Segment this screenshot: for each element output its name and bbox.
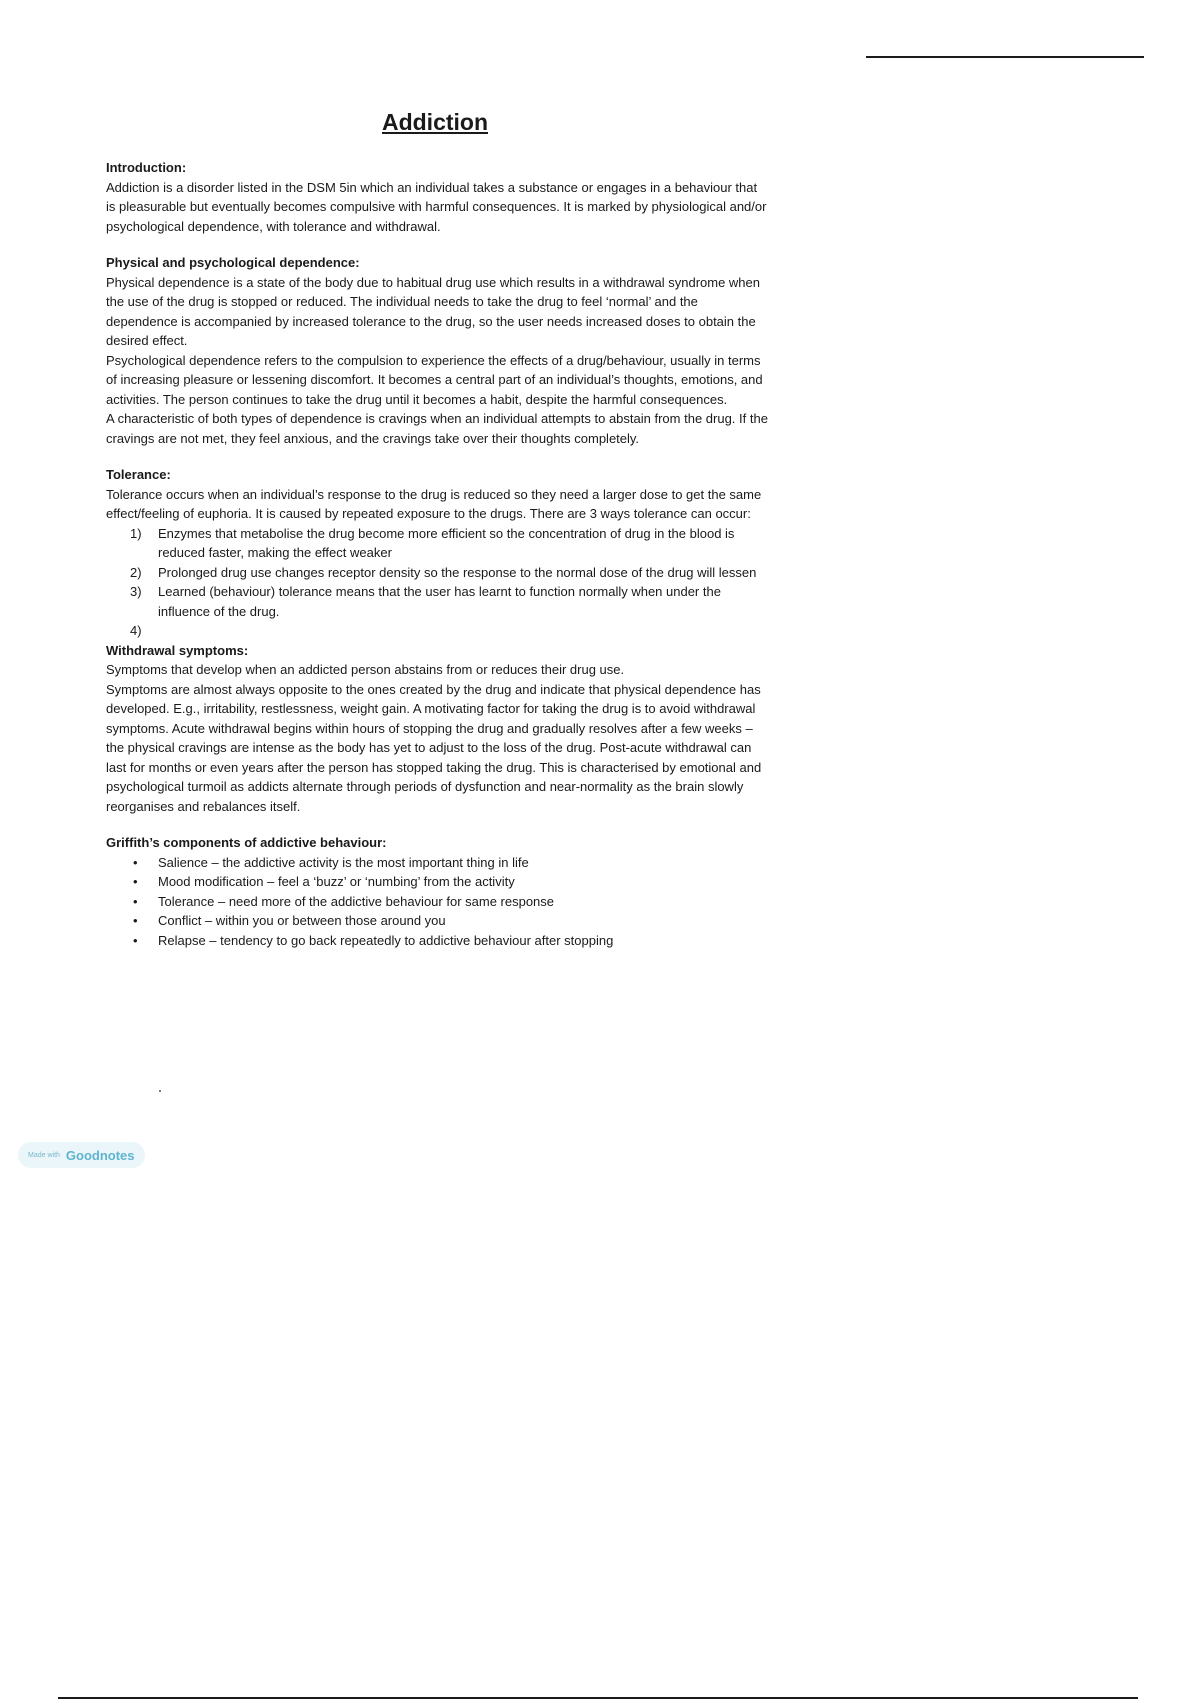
list-item — [106, 563, 768, 583]
paragraph: Psychological dependence refers to the compulsion to experience the effects of a drug/behaviour, usually in terms of increasing pleasure or lessening discomfort. It becomes a central part of an individual’s thoughts, emotions, and activities. The person continues to take the drug until it becomes a habit, despite the harmful consequences. — [106, 352, 763, 407]
list-item: • Relapse – tendency to go back repeatedly to addictive behaviour after stopping — [106, 931, 768, 951]
page-title: Addiction — [381, 109, 489, 136]
document-body — [106, 158, 768, 967]
list-number: 2) — [130, 564, 142, 580]
section-heading: Introduction: — [106, 160, 187, 175]
section-heading: Withdrawal symptoms: — [106, 642, 249, 658]
list-item-text: Enzymes that metabolise the drug become more efficient so the concentration of drug in the blood is reduced faster, making the effect weaker — [158, 525, 735, 560]
section-dependence — [106, 253, 768, 448]
section-griffiths — [106, 833, 768, 950]
section-heading: Tolerance: — [106, 467, 171, 482]
list-item-text: Prolonged drug use changes receptor density so the response to the normal dose of the drug will lessen — [158, 564, 757, 580]
list-number: 3) — [130, 584, 142, 599]
list-item: • Tolerance – need more of the addictive behaviour for same response — [106, 892, 768, 912]
list-number: 4) — [130, 623, 142, 638]
section-withdrawal — [106, 641, 768, 817]
tolerance-list — [106, 524, 768, 641]
paragraph: Tolerance occurs when an individual’s response to the drug is reduced so they need a larger dose to get the same effect/feeling of euphoria. It is caused by repeated exposure to the drugs. There are 3 ways tolerance can occur: — [106, 486, 762, 521]
list-item: • Mood modification – feel a ‘buzz’ or ‘numbing’ from the activity — [106, 872, 768, 892]
section-introduction — [106, 158, 768, 236]
section-heading: Physical and psychological dependence: — [106, 255, 360, 270]
goodnotes-badge[interactable] — [18, 1142, 145, 1168]
section-heading: Griffith’s components of addictive behaviour: — [106, 835, 387, 850]
list-item — [106, 621, 768, 641]
section-tolerance — [106, 465, 768, 641]
stray-mark — [159, 1090, 161, 1092]
footer-rule — [58, 1697, 1138, 1699]
list-item: • Conflict – within you or between those around you — [106, 911, 768, 931]
list-item — [106, 582, 768, 621]
paragraph: A characteristic of both types of dependence is cravings when an individual attempts to abstain from the drug. If the cravings are not met, they feel anxious, and the cravings take over their thoughts completely. — [106, 411, 768, 446]
griffiths-list — [106, 853, 768, 951]
paragraph: Symptoms are almost always opposite to the ones created by the drug and indicate that physical dependence has developed. E.g., irritability, restlessness, weight gain. A motivating factor for taking the drug is to avoid withdrawal symptoms. Acute withdrawal begins within hours of stopping the drug and gradually resolves after a few weeks – the physical cravings are intense as the body has yet to adjust to the loss of the drug. Post-acute withdrawal can last for months or even years after the person has stopped taking the drug. This is characterised by emotional and psychological turmoil as addicts alternate through periods of dysfunction and near-normality as the brain slowly reorganises and rebalances itself. — [106, 681, 762, 814]
header-rule — [866, 56, 1144, 58]
list-item: • Salience – the addictive activity is the most important thing in life — [106, 853, 768, 873]
list-item — [106, 524, 768, 563]
list-item-text: Learned (behaviour) tolerance means that the user has learnt to function normally when under the influence of the drug. — [158, 584, 721, 619]
paragraph: Addiction is a disorder listed in the DSM 5in which an individual takes a substance or engages in a behaviour that is pleasurable but eventually becomes compulsive with harmful consequences. It is marked by physiological and/or psychological dependence, with tolerance and withdrawal. — [106, 179, 767, 234]
paragraph: Symptoms that develop when an addicted person abstains from or reduces their drug use. — [106, 662, 625, 677]
paragraph: Physical dependence is a state of the body due to habitual drug use which results in a withdrawal syndrome when the use of the drug is stopped or reduced. The individual needs to take the drug to feel ‘normal’ and the dependence is accompanied by increased tolerance to the drug, so the user needs increased doses to obtain the desired effect. — [106, 274, 760, 348]
badge-prefix: Made with — [28, 1151, 60, 1159]
goodnotes-logo: Goodnotes — [65, 1147, 135, 1163]
list-number: 1) — [130, 525, 142, 541]
